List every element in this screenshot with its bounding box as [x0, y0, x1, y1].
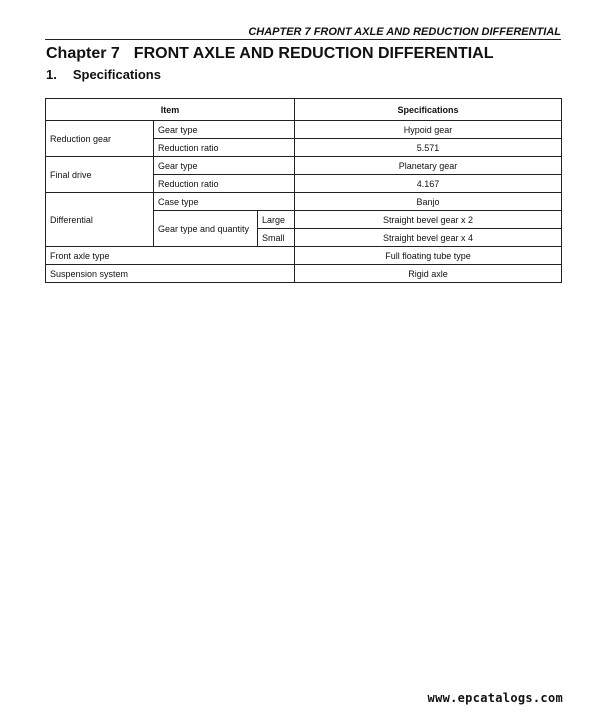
- suspension-system-value: Rigid axle: [295, 265, 562, 283]
- reduction-gear-ratio-label: Reduction ratio: [154, 139, 295, 157]
- table-row: [46, 193, 562, 211]
- front-axle-type-label: Front axle type: [46, 247, 295, 265]
- reduction-gear-gear-type-label: Gear type: [154, 121, 295, 139]
- reduction-gear-ratio-value: 5.571: [295, 139, 562, 157]
- section-number: 1.: [46, 67, 57, 82]
- running-header: CHAPTER 7 FRONT AXLE AND REDUCTION DIFFERENTIAL: [248, 26, 561, 38]
- section-title: [46, 67, 161, 82]
- differential-case-type-value: Banjo: [295, 193, 562, 211]
- specifications-table: [45, 98, 562, 283]
- suspension-system-label: Suspension system: [46, 265, 295, 283]
- chapter-name: FRONT AXLE AND REDUCTION DIFFERENTIAL: [133, 45, 494, 62]
- reduction-gear-gear-type-value: Hypoid gear: [295, 121, 562, 139]
- final-drive-label: Final drive: [46, 157, 154, 193]
- header-item: Item: [46, 99, 295, 121]
- differential-label: Differential: [46, 193, 154, 247]
- table-row: [46, 247, 562, 265]
- reduction-gear-label: Reduction gear: [46, 121, 154, 157]
- table-row: [46, 121, 562, 139]
- final-drive-ratio-label: Reduction ratio: [154, 175, 295, 193]
- header-specifications: Specifications: [295, 99, 562, 121]
- differential-small-value: Straight bevel gear x 4: [295, 229, 562, 247]
- watermark-url: www.epcatalogs.com: [427, 691, 563, 705]
- chapter-title: [46, 45, 493, 63]
- final-drive-ratio-value: 4.167: [295, 175, 562, 193]
- differential-gear-type-quantity-label: Gear type and quantity: [154, 211, 258, 247]
- final-drive-gear-type-value: Planetary gear: [295, 157, 562, 175]
- differential-large-value: Straight bevel gear x 2: [295, 211, 562, 229]
- final-drive-gear-type-label: Gear type: [154, 157, 295, 175]
- table-row: [46, 157, 562, 175]
- front-axle-type-value: Full floating tube type: [295, 247, 562, 265]
- differential-large-label: Large: [258, 211, 295, 229]
- table-header-row: [46, 99, 562, 121]
- section-name: Specifications: [72, 67, 161, 82]
- differential-small-label: Small: [258, 229, 295, 247]
- table-row: [46, 265, 562, 283]
- chapter-number: Chapter 7: [46, 45, 120, 62]
- header-rule: [45, 39, 561, 40]
- differential-case-type-label: Case type: [154, 193, 295, 211]
